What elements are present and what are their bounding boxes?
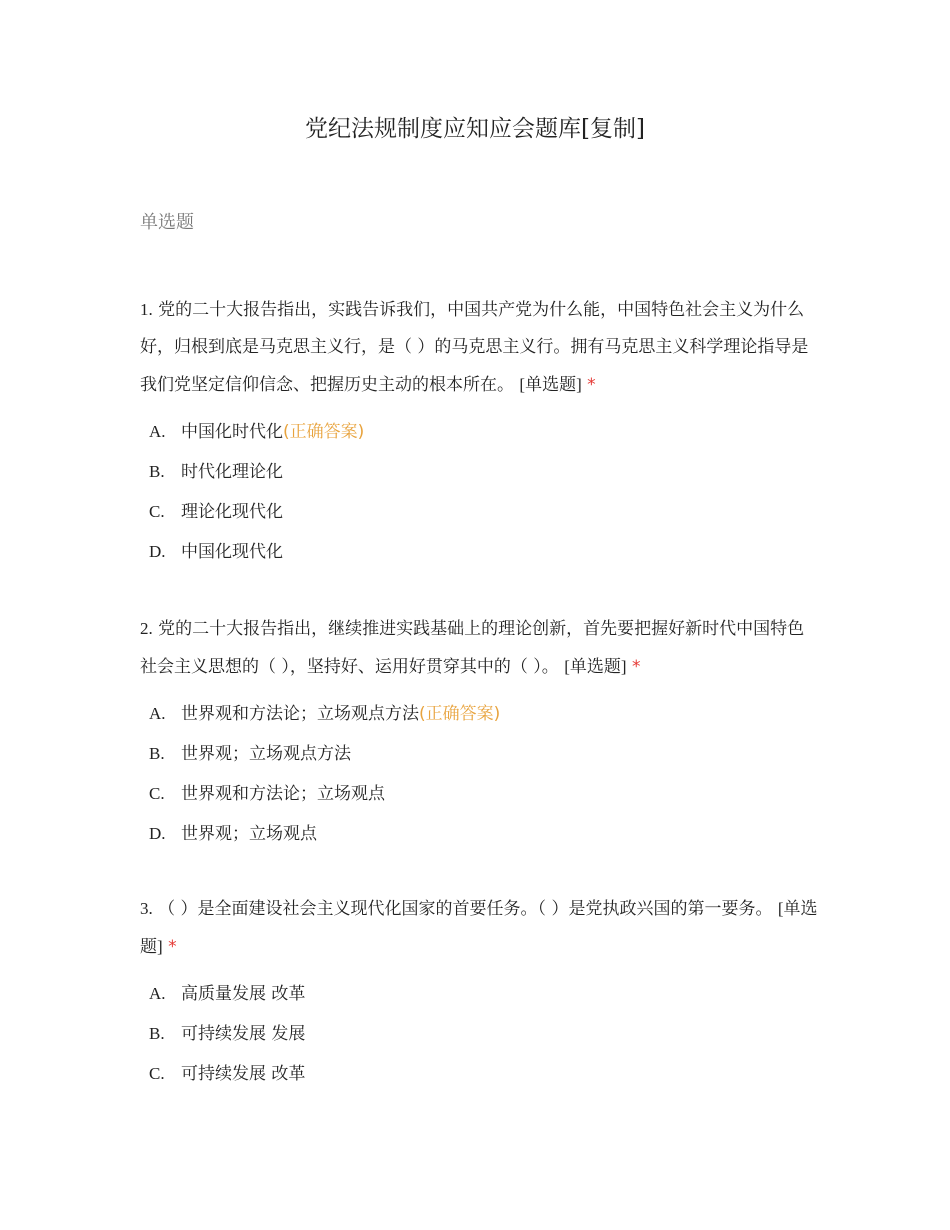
option-d[interactable] xyxy=(140,814,820,854)
option-a[interactable] xyxy=(140,694,820,734)
required-mark: * xyxy=(631,657,641,677)
option-text: 世界观和方法论；立场观点 xyxy=(181,784,385,804)
option-d[interactable] xyxy=(140,532,820,572)
question-body: （ ）是全面建设社会主义现代化国家的首要任务。（ ）是党执政兴国的第一要务。 xyxy=(158,899,773,919)
question-body: 党的二十大报告指出，继续推进实践基础上的理论创新，首先要把握好新时代中国特色社会主义思想的（ ），坚持好、运用好贯穿其中的（ ）。 xyxy=(140,619,805,677)
option-text: 中国化时代化 xyxy=(181,422,283,442)
option-b[interactable] xyxy=(140,1014,820,1054)
option-list xyxy=(140,412,820,572)
section-label: 单选题 xyxy=(140,212,194,233)
option-text: 可持续发展 发展 xyxy=(181,1024,306,1044)
option-letter: A. xyxy=(149,704,166,723)
option-a[interactable] xyxy=(140,412,820,452)
question-number: 3. xyxy=(140,899,153,918)
required-mark: * xyxy=(168,937,177,957)
question-type-tag: [单选题] xyxy=(140,899,818,956)
option-text: 可持续发展 改革 xyxy=(181,1064,306,1084)
option-text: 中国化现代化 xyxy=(181,542,283,562)
option-text: 世界观；立场观点方法 xyxy=(181,744,351,764)
question-text xyxy=(140,890,820,966)
question-body: 党的二十大报告指出，实践告诉我们，中国共产党为什么能，中国特色社会主义为什么好，归根到底是马克思主义行，是（ ）的马克思主义行。拥有马克思主义科学理论指导是我们党坚定信仰信念、把握历史主动的根本所在。 xyxy=(140,300,809,395)
question-type-tag: [单选题] xyxy=(564,657,627,676)
option-b[interactable] xyxy=(140,734,820,774)
question-number: 1. xyxy=(140,300,153,319)
option-b[interactable] xyxy=(140,452,820,492)
option-letter: B. xyxy=(149,462,165,481)
option-letter: A. xyxy=(149,984,166,1003)
option-text: 时代化理论化 xyxy=(181,462,283,482)
option-letter: A. xyxy=(149,422,166,441)
option-letter: B. xyxy=(149,744,165,763)
option-c[interactable] xyxy=(140,1054,820,1094)
question-text xyxy=(140,610,820,686)
required-mark: * xyxy=(587,375,596,395)
option-letter: C. xyxy=(149,784,165,803)
option-text: 理论化现代化 xyxy=(181,502,283,522)
option-c[interactable] xyxy=(140,492,820,532)
option-c[interactable] xyxy=(140,774,820,814)
option-list xyxy=(140,694,820,854)
option-list xyxy=(140,974,820,1094)
option-letter: D. xyxy=(149,542,166,561)
option-letter: C. xyxy=(149,1064,165,1083)
correct-answer-label: (正确答案) xyxy=(283,422,365,442)
option-letter: C. xyxy=(149,502,165,521)
correct-answer-label: (正确答案) xyxy=(419,704,501,724)
option-letter: D. xyxy=(149,824,166,843)
question-number: 2. xyxy=(140,619,153,638)
question-3 xyxy=(140,890,820,1094)
question-type-tag: [单选题] xyxy=(519,375,582,394)
question-1 xyxy=(140,291,820,572)
option-a[interactable] xyxy=(140,974,820,1014)
option-text: 高质量发展 改革 xyxy=(181,984,306,1004)
question-2 xyxy=(140,610,820,854)
question-text xyxy=(140,291,820,404)
page-title: 党纪法规制度应知应会题库[复制] xyxy=(305,116,645,142)
option-letter: B. xyxy=(149,1024,165,1043)
option-text: 世界观；立场观点 xyxy=(181,824,317,844)
option-text: 世界观和方法论；立场观点方法 xyxy=(181,704,419,724)
